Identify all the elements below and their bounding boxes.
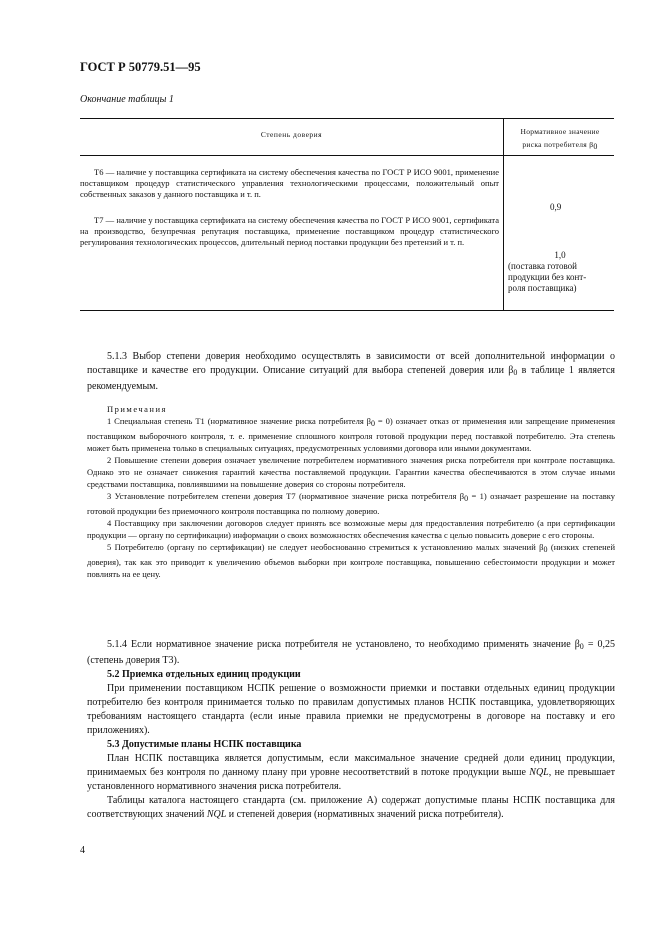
- value-t7: 1,0: [554, 250, 566, 260]
- beta-subscript: 0: [513, 368, 518, 377]
- note-1-part-b: = 0) означает отказ от применения или запрещение применения поставщиком выборочного контроля, т. е. применение сплошного контроля готовой продукции перед поставкой потребителю. Эта степень может быть применена только в специальных ситуациях, предусмотренных условиями договора или иными документами.: [87, 416, 616, 453]
- trust-level-table: [80, 118, 614, 311]
- beta-subscript: 0: [464, 494, 469, 503]
- beta-subscript: 0: [371, 419, 375, 428]
- table-row-t6: [80, 167, 499, 200]
- note-5: [87, 541, 615, 580]
- value-t7-note-line2: продукции без конт-: [508, 272, 587, 282]
- section-5-1-4-part1: 5.1.4 Если нормативное значение риска потребителя не установлено, то необходимо применять значение β: [107, 639, 580, 650]
- notes-title: Примечания: [107, 404, 167, 414]
- section-5-3-paragraph-2: [87, 794, 615, 822]
- row-t7-text: Т7 — наличие у поставщика сертификата на систему обеспечения качества по ГОСТ Р ИСО 9001, сертификата на производство, безупречная репутация поставщика, применение поставщиком процедур статистического регулирования технологических процессов, длительный период поставки продукции без претензий и т. п.: [80, 215, 499, 247]
- section-5-1-4-text: [87, 638, 615, 668]
- column-header-risk-value: [508, 125, 612, 153]
- doc-code-header: ГОСТ Р 50779.51—95: [80, 60, 201, 74]
- column-header-risk-line1: Нормативное значение: [520, 127, 600, 136]
- column-header-risk-line2: [508, 138, 612, 153]
- note-5-part-a: 5 Потребителю (органу по сертификации) не следует необоснованно стремиться к установлению малых значений β: [107, 542, 544, 552]
- section-5-3-p2-part-b: и степеней доверия (нормативных значений риска потребителя).: [226, 809, 504, 820]
- table-column-divider: [503, 119, 504, 310]
- section-5-1-4: [87, 638, 615, 822]
- value-t7-note-line1: (поставка готовой: [508, 261, 577, 271]
- section-5-3-p1-part-b: , не превышает установленного нормативного значения риска потребителя.: [87, 767, 615, 792]
- section-5-1-4-part2: = 0,25 (степень доверия Т3).: [87, 639, 615, 666]
- note-3-part-b: = 1) означает разрешение на поставку готовой продукции без приемочного контроля поставщика по полному доверию.: [87, 491, 615, 516]
- beta-subscript: 0: [593, 142, 598, 151]
- section-5-1-3-part2: в таблице 1 является рекомендуемым.: [87, 365, 615, 392]
- notes-block: [87, 403, 615, 580]
- section-5-2-title: 5.2 Приемка отдельных единиц продукции: [107, 669, 301, 680]
- table-header-divider: [80, 155, 614, 156]
- column-header-trust-level: Степень доверия: [260, 130, 323, 139]
- table-row-t7: [80, 215, 499, 248]
- beta-subscript: 0: [543, 545, 548, 554]
- section-5-2-text: При применении поставщиком НСПК решение о возможности приемки и поставки отдельных единиц продукции потребителю без контроля принимается только по правилам допустимых планов НСПК поставщика, удовлетворяющих требованиям настоящего стандарта (если иные правила приемки не предусмотрены в договоре на поставку и его приложениях).: [87, 683, 615, 736]
- row-t6-text: Т6 — наличие у поставщика сертификата на систему обеспечения качества по ГОСТ Р ИСО 9001, применение поставщиком процедур статистического управления технологическими процессами, положительный опыт собственных заказов у данного поставщика и т. п.: [80, 167, 499, 199]
- note-3-part-a: 3 Установление потребителем степени доверия Т7 (нормативное значение риска потребителя β: [107, 491, 465, 501]
- note-2: 2 Повышение степени доверия означает увеличение потребителем нормативного значения риска потребителя при контроле поставщика. Однако это не означает снижения гарантий качества поставляемой продукции. Гарантии качества обеспечиваются в этом случае иными средствами поставщика, повлиявшими на повышение доверия со стороны потребителя.: [87, 455, 615, 489]
- note-1: [87, 415, 615, 454]
- beta-subscript: 0: [579, 642, 584, 651]
- value-t7-cell: [508, 250, 612, 294]
- nql-term: NQL: [206, 809, 227, 820]
- page-number: 4: [80, 845, 85, 856]
- value-t7-note-line3: роля поставщика): [508, 283, 577, 293]
- note-4: 4 Поставщику при заключении договоров следует принять все возможные меры для предоставления потребителю (а при сертификации продукции — органу по сертификации) информации о своих возможностях обеспечения качества с целью повысить доверие с его стороны.: [87, 518, 615, 540]
- note-3: [87, 490, 615, 517]
- value-t6: 0,9: [550, 202, 562, 212]
- section-5-1-3: [87, 350, 615, 394]
- nql-term: NQL: [529, 767, 549, 778]
- table-caption: Окончание таблицы 1: [80, 94, 174, 105]
- section-5-3-p2-part-a: Таблицы каталога настоящего стандарта (см. приложение А) содержат допустимые планы НСПК поставщика для соответствующих значений: [87, 795, 615, 820]
- note-5-part-b: (низких степеней доверия), так как это приводит к увеличению объемов выборки при контроле поставщика, повышению себестоимости продукции и может повлиять на ее цену.: [87, 542, 615, 579]
- section-5-1-3-text: [87, 350, 615, 394]
- note-1-part-a: 1 Специальная степень Т1 (нормативное значение риска потребителя β: [107, 416, 371, 426]
- section-5-3-paragraph-1: [87, 752, 615, 794]
- column-header-risk-text: риска потребителя β: [522, 140, 594, 149]
- section-5-3-title: 5.3 Допустимые планы НСПК поставщика: [107, 739, 302, 750]
- section-5-3-p1-part-a: План НСПК поставщика является допустимым, если максимальное значение средней доли единиц продукции, принимаемых без контроля по данному плану при уровне несоответствий в потоке продукции выше: [87, 753, 615, 778]
- section-5-1-3-part1: 5.1.3 Выбор степени доверия необходимо осуществлять в зависимости от всей дополнительной информации о поставщике и качестве его продукции. Описание ситуаций для выбора степеней доверия или β: [87, 351, 615, 376]
